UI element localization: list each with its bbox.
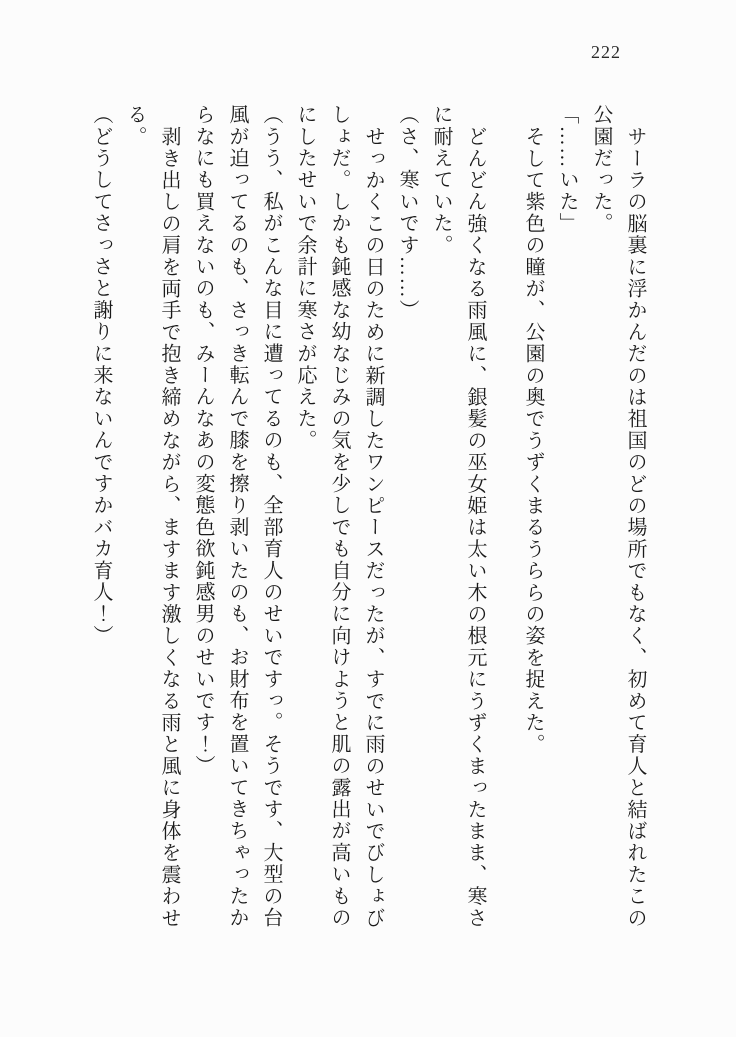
text-line: 「……いた」	[556, 104, 578, 235]
text-line: らなにも買えないのも、みーんなあの変態色欲鈍感男のせいです！）	[192, 104, 214, 777]
text-line: に耐えていた。	[430, 104, 452, 256]
text-line: る。	[124, 104, 146, 148]
text-line: （どうしてさっさと謝りに来ないんですかバカ育人！）	[90, 104, 112, 647]
text-line: 風が迫ってるのも、さっき転んで膝を擦り剥いたのも、お財布を置いてきちゃったか	[226, 104, 248, 929]
text-line: サーラの脳裏に浮かんだのは祖国のどの場所でもなく、初めて育人と結ばれたこの	[624, 126, 646, 929]
page-text-block	[84, 104, 652, 929]
section-break	[492, 104, 516, 929]
text-line: （うう、私がこんな目に遭ってるのも、全部育人のせいですっ。そうです、大型の台	[260, 104, 282, 929]
text-line: そして紫色の瞳が、公園の奥でうずくまるうららの姿を捉えた。	[522, 126, 544, 756]
text-line: 公園だった。	[590, 104, 612, 235]
text-line: 剥き出しの肩を両手で抱き締めながら、ますます激しくなる雨と風に身体を震わせ	[158, 126, 180, 929]
text-line: せっかくこの日のために新調したワンピースだったが、すでに雨のせいでびしょび	[362, 126, 384, 929]
text-line: （さ、寒いです……）	[396, 104, 418, 321]
text-line: どんどん強くなる雨風に、銀髪の巫女姫は太い木の根元にうずくまったまま、寒さ	[464, 126, 486, 929]
text-line: にしたせいで余計に寒さが応えた。	[294, 104, 316, 452]
text-line: しょだ。しかも鈍感な幼なじみの気を少しでも自分に向けようと肌の露出が高いもの	[328, 104, 350, 929]
page-number: 222	[591, 42, 621, 62]
